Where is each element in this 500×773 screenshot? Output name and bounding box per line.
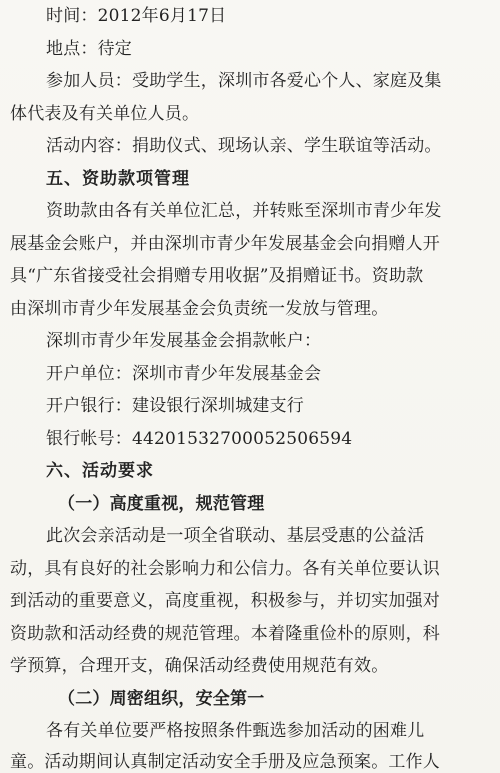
- text-line: 由深圳市青少年发展基金会负责统一发放与管理。: [10, 299, 389, 319]
- bank-account-text: 银行帐号：44201532700052506594: [46, 429, 353, 449]
- text-line: 具“广东省接受社会捐赠专用收据”及捐赠证书。资助款: [10, 266, 424, 286]
- text-line: 深圳市青少年发展基金会捐款帐户：: [46, 331, 322, 351]
- subsection-heading: （二）周密组织，安全第一: [58, 689, 265, 709]
- text-line: 到活动的重要意义，高度重视，积极参与，并切实加强对: [10, 591, 440, 611]
- text-line: 资助款由各有关单位汇总，并转账至深圳市青少年发: [46, 201, 442, 221]
- text-line: 开户单位：深圳市青少年发展基金会: [46, 364, 322, 384]
- text-line: 时间：2012年6月17日: [46, 6, 227, 26]
- text-line: 学预算，合理开支，确保活动经费使用规范有效。: [10, 656, 389, 676]
- section-heading: 六、活动要求: [46, 461, 154, 481]
- text-line: 动，具有良好的社会影响力和公信力。各有关单位要认识: [10, 559, 440, 579]
- text-line: 地点：待定: [46, 39, 132, 59]
- text-line: 展基金会账户，并由深圳市青少年发展基金会向捐赠人开: [10, 234, 440, 254]
- text-line: 开户银行：建设银行深圳城建支行: [46, 396, 304, 416]
- text-line: 各有关单位要严格按照条件甄选参加活动的困难儿: [46, 721, 425, 741]
- text-line: 资助款和活动经费的规范管理。本着隆重俭朴的原则，科: [10, 624, 440, 644]
- section-heading: 五、资助款项管理: [46, 169, 190, 189]
- text-line: 参加人员：受助学生，深圳市各爱心个人、家庭及集: [46, 71, 442, 91]
- text-line: 此次会亲活动是一项全省联动、基层受惠的公益活: [46, 526, 425, 546]
- text-line: 童。活动期间认真制定活动安全手册及应急预案。工作人: [10, 752, 440, 772]
- text-line: 体代表及有关单位人员。: [10, 104, 200, 124]
- bank-account-line: [46, 429, 490, 449]
- text-line: 活动内容：捐助仪式、现场认亲、学生联谊等活动。: [46, 136, 442, 156]
- subsection-heading: （一）高度重视，规范管理: [58, 494, 265, 514]
